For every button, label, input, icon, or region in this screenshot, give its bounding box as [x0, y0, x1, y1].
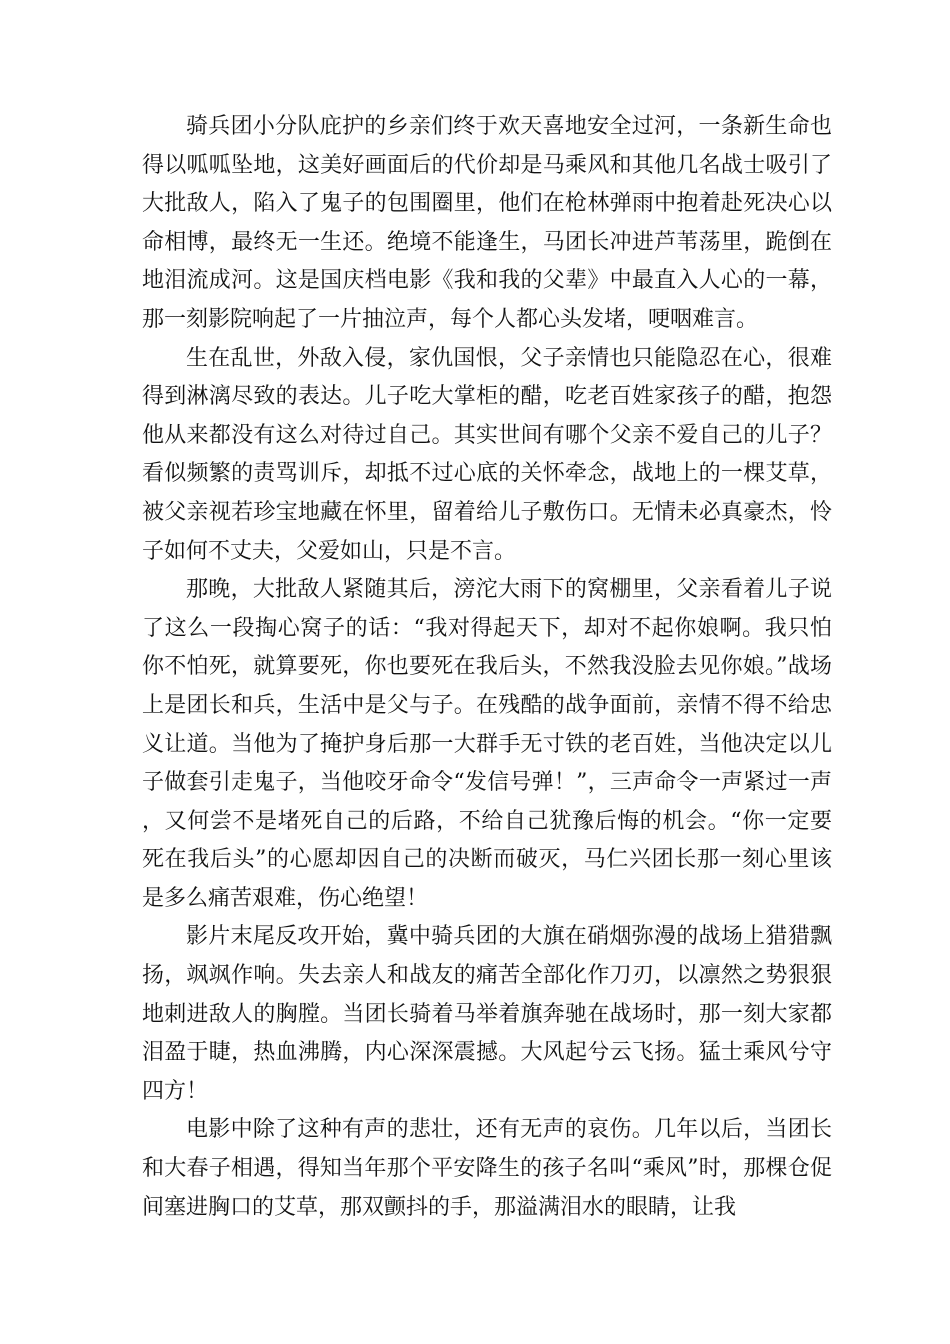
- paragraph-1: 骑兵团小分队庇护的乡亲们终于欢天喜地安全过河，一条新生命也得以呱呱坠地，这美好画面后的代价却是马乘风和其他几名战士吸引了大批敌人，陷入了鬼子的包围圈里，他们在枪林弹雨中抱着赴死决心以命相博，最终无一生还。绝境不能逢生，马团长冲进芦苇荡里，跪倒在地泪流成河。这是国庆档电影《我和我的父辈》中最直入人心的一幕，那一刻影院响起了一片抽泣声，每个人都心头发堵，哽咽难言。: [142, 114, 832, 332]
- paragraph-2: 生在乱世，外敌入侵，家仇国恨，父子亲情也只能隐忍在心，很难得到淋漓尽致的表达。儿子吃大掌柜的醋，吃老百姓家孩子的醋，抱怨他从来都没有这么对待过自己。其实世间有哪个父亲不爱自己的儿子？看似频繁的责骂训斥，却抵不过心底的关怀牵念，战地上的一棵艾草，被父亲视若珍宝地藏在怀里，留着给儿子敷伤口。无情未必真豪杰，怜子如何不丈夫，父爱如山，只是不言。: [142, 345, 832, 564]
- paragraph-5: 电影中除了这种有声的悲壮，还有无声的哀伤。几年以后，当团长和大春子相遇，得知当年那个平安降生的孩子名叫“乘风”时，那棵仓促间塞进胸口的艾草，那双颤抖的手，那溢满泪水的眼睛，让我: [142, 1117, 832, 1220]
- paragraph-4: 影片末尾反攻开始，冀中骑兵团的大旗在硝烟弥漫的战场上猎猎飘扬，飒飒作响。失去亲人和战友的痛苦全部化作刀刃，以凛然之势狠狠地刺进敌人的胸膛。当团长骑着马举着旗奔驰在战场时，那一刻大家都泪盈于睫，热血沸腾，内心深深震撼。大风起兮云飞扬。猛士乘风兮守四方！: [142, 924, 832, 1104]
- document-body: [142, 108, 832, 1227]
- paragraph-3: 那晚，大批敌人紧随其后，滂沱大雨下的窝棚里，父亲看着儿子说了这么一段掏心窝子的话：“我对得起天下，却对不起你娘啊。我只怕你不怕死，就算要死，你也要死在我后头，不然我没脸去见你娘。”战场上是团长和兵，生活中是父与子。在残酷的战争面前，亲情不得不给忠义让道。当他为了掩护身后那一大群手无寸铁的老百姓，当他决定以儿子做套引走鬼子，当他咬牙命令“发信号弹！”，三声命令一声紧过一声，又何尝不是堵死自己的后路，不给自己犹豫后悔的机会。“你一定要死在我后头”的心愿却因自己的决断而破灭，马仁兴团长那一刻心里该是多么痛苦艰难，伤心绝望！: [142, 577, 832, 911]
